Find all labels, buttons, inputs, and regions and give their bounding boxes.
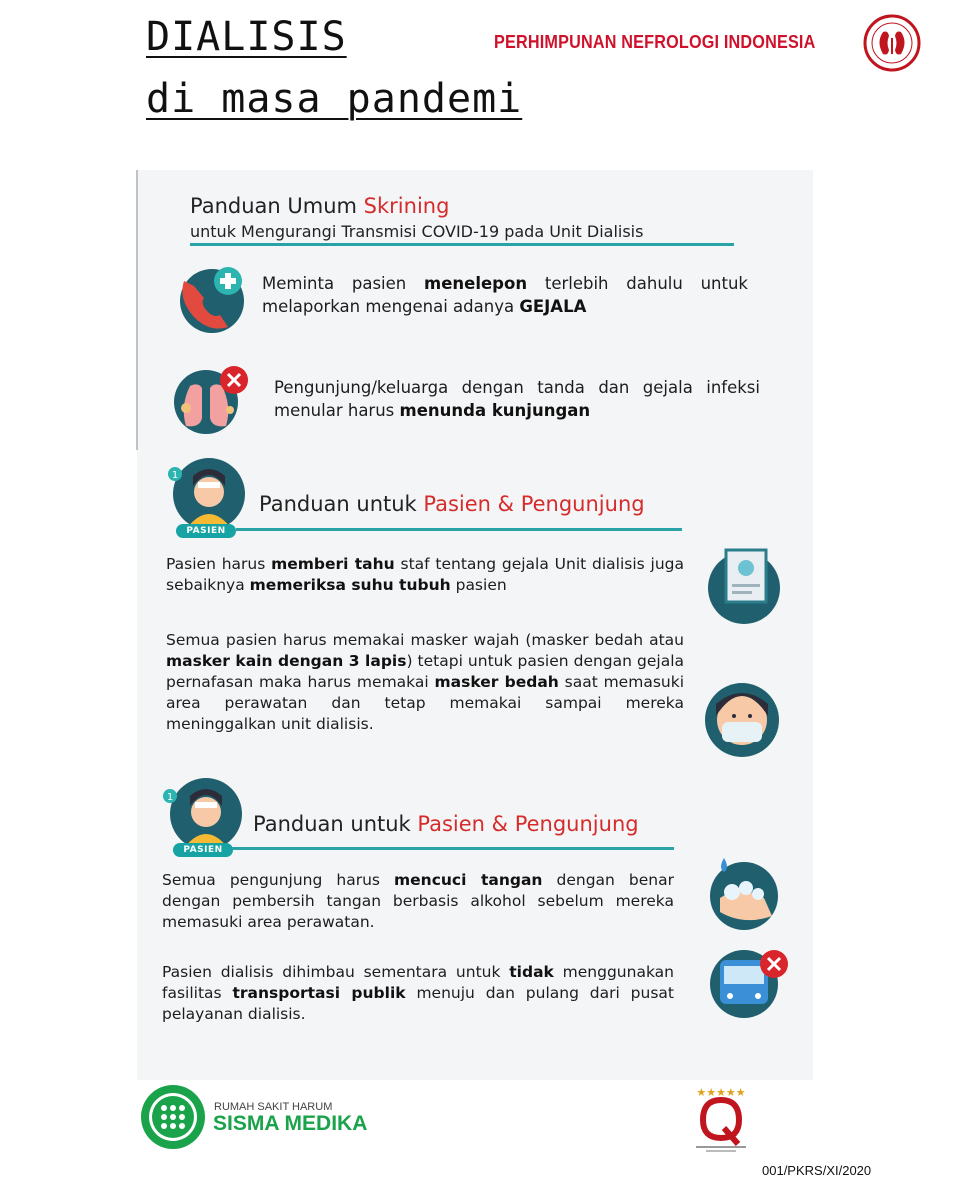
svg-text:1: 1	[166, 792, 174, 803]
section-underline	[190, 243, 734, 246]
patients-2-item-1-text: Semua pengunjung harus mencuci tangan dengan benar dengan pembersih tangan berbasis alkohol sebelum mereka memasuki area perawatan.	[162, 871, 674, 931]
screening-item-1-text: Meminta pasien menelepon terlebih dahulu untuk melaporkan mengenai adanya GEJALA	[262, 274, 748, 316]
title-line-2: di masa pandemi	[146, 76, 523, 122]
svg-text:1: 1	[171, 470, 179, 481]
document-code: 001/PKRS/XI/2020	[762, 1163, 872, 1178]
thermometer-screen-icon	[704, 546, 784, 626]
hospital-name-line-2: SISMA MEDIKA	[213, 1112, 368, 1135]
section-title-patients-2: Panduan untuk Pasien & Pengunjung	[253, 812, 639, 836]
pasien-badge: PASIEN	[173, 843, 233, 857]
screening-item-2-text: Pengunjung/keluarga dengan tanda dan gejala infeksi menular harus menunda kunjungan	[274, 378, 760, 420]
card-edge-divider	[136, 170, 138, 450]
section-title-patients-1: Panduan untuk Pasien & Pengunjung	[259, 492, 645, 516]
section-subtitle-screening: untuk Mengurangi Transmisi COVID-19 pada Unit Dialisis	[190, 222, 644, 241]
accreditation-logo-icon	[690, 1084, 752, 1154]
lungs-cross-icon	[168, 364, 254, 436]
section-underline	[232, 847, 674, 850]
title-line-1: DIALISIS	[146, 14, 347, 60]
pernefri-logo-icon	[862, 14, 922, 72]
bus-cross-icon	[706, 946, 792, 1022]
phone-plus-icon	[174, 263, 250, 335]
hand-wash-icon	[702, 852, 784, 932]
section-title-prefix: Panduan Umum	[190, 194, 364, 218]
svg-text:★★★★★: ★★★★★	[696, 1086, 746, 1099]
patients-1-item-2-text: Semua pasien harus memakai masker wajah (masker bedah atau masker kain dengan 3 lapis) tetapi untuk pasien dengan gejala pernafasan maka harus memakai masker bedah saat memasuki area perawatan dan tetap memakai sampai mereka meninggalkan unit dialisis.	[166, 631, 685, 733]
face-mask-icon	[702, 680, 782, 758]
hospital-name-line-1: RUMAH SAKIT HARUM	[214, 1101, 333, 1113]
section-title-highlight: Skrining	[363, 194, 450, 218]
org-name: PERHIMPUNAN NEFROLOGI INDONESIA	[494, 32, 816, 52]
section-title-screening	[190, 194, 449, 218]
patients-2-item-2-text: Pasien dialisis dihimbau sementara untuk tidak menggunakan fasilitas transportasi publik menuju dan pulang dari pusat pelayanan dialisis.	[162, 963, 674, 1023]
hospital-logo-icon	[140, 1084, 206, 1150]
section-underline	[236, 528, 682, 531]
patients-1-item-1-text: Pasien harus memberi tahu staf tentang gejala Unit dialisis juga sebaiknya memeriksa suhu tubuh pasien	[166, 555, 684, 594]
pasien-badge: PASIEN	[176, 524, 236, 538]
